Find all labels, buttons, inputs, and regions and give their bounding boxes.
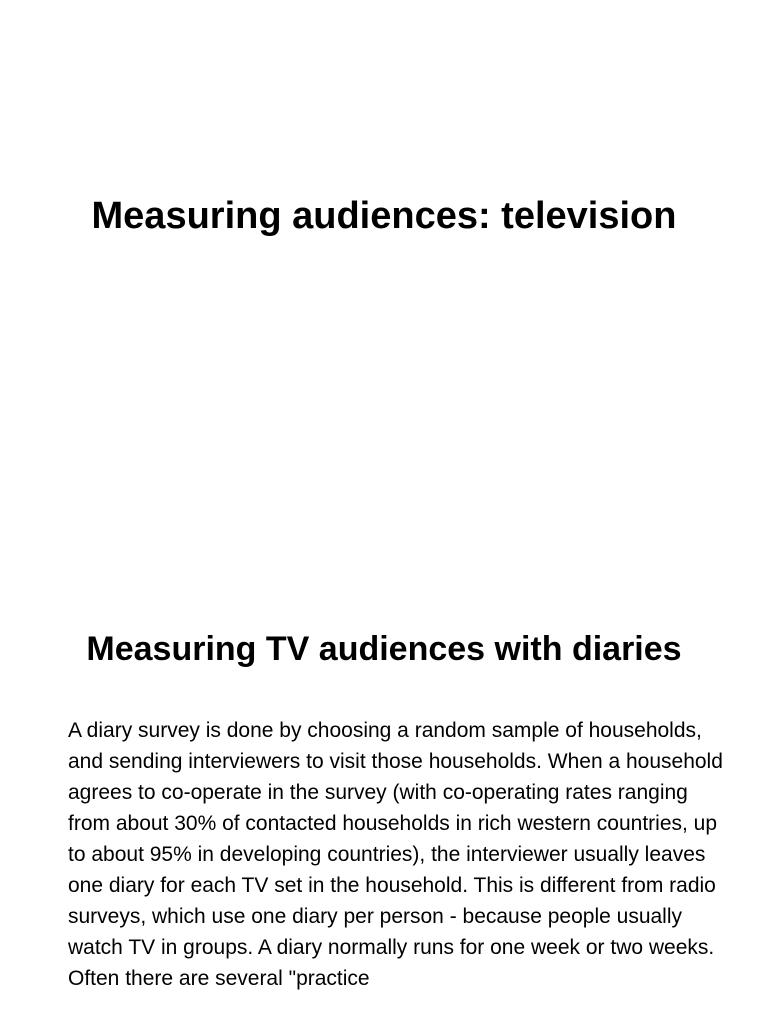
slide-title: Measuring audiences: television <box>91 195 677 237</box>
slide-title-page <box>0 0 768 432</box>
body-paragraph: A diary survey is done by choosing a random sample of households, and sending interviewers to visit those households. When a household agrees to co-operate in the survey (with co-operating rates ranging from about 30% of contacted households in rich western countries, up to about 95% in developing countries), the interviewer usually leaves one diary for each TV set in the household. This is different from radio surveys, which use one diary per person - because people usually watch TV in groups. A diary normally runs for one week or two weeks. Often there are several "practice <box>68 719 723 990</box>
slide-heading: Measuring TV audiences with diaries <box>86 630 682 668</box>
slide-content-page <box>0 432 768 1024</box>
